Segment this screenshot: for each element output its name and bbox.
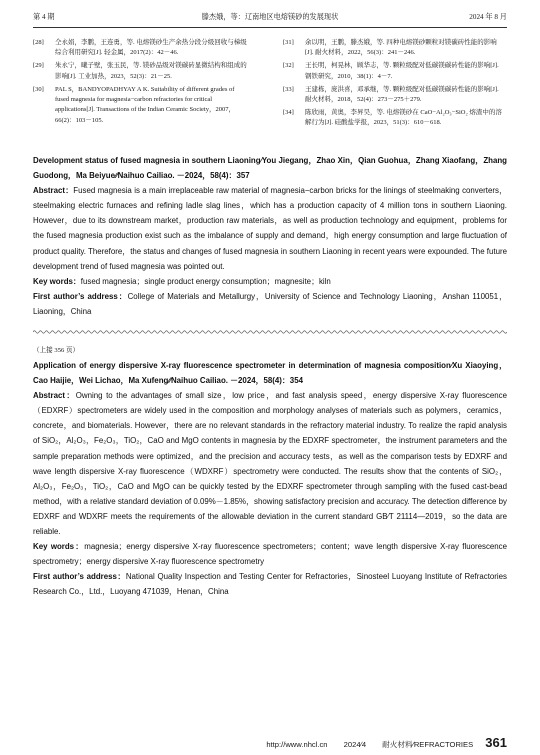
abstract-label: Abstract： [33, 186, 74, 196]
reference-number: [33] [283, 85, 294, 93]
reference-list-left [33, 38, 248, 129]
reference-number: [30] [33, 85, 44, 93]
reference-text: 余以明，王鹏，滕杰娥，等. 四种电熔镁砂颗粒对镁碳砖性能的影响[J]. 耐火材料，2022，56(3)：241－246. [305, 39, 497, 57]
reference-text: 王长明，柯晃林，顾华志，等. 颗粒级配对低碳镁碳砖性能的影响[J]. 钢铁研究，2010，38(1)：4－7. [305, 62, 499, 80]
reference-item [33, 85, 248, 127]
footer-journal: 耐火材料∕REFRACTORIES [382, 740, 474, 749]
keywords-label: Key words： [33, 542, 85, 552]
header-running-title: 滕杰娥，等：辽南地区电熔镁砂的发展现状 [201, 13, 339, 21]
address-label: First author’s address： [33, 291, 128, 301]
abstract-text: Fused magnesia is a main irreplaceable raw material of magnesia−carbon bricks for the linings of steelmaking converters，steelmaking electric furnaces and refining ladle slag lines，which has a production capacity of 4 million tons in southern Liaoning. However，due to its downstream market，production raw materials，as well as production technology and equipment，problems for the fused magnesia production exist such as the imbalance of supply and demand，high energy consumption and large fluctuation of product quality. Therefore，the status and changes of fused magnesia in southern Liaoning in recent years were expounded. The future development trend of fused magnesia was pointed out. [33, 186, 508, 271]
reference-text: 王建栋，庞洪喜，邓承继，等. 颗粒级配对低碳镁碳砖性能的影响[J]. 耐火材料，2018，52(4)：273－275＋279. [305, 85, 499, 104]
address-text: National Quality Inspection and Testing Center for Refractories，Sinosteel Luoyang Institute of Refractories Research Co.，Ltd.，Luoyang 471039，Henan，China [33, 572, 508, 597]
header-issue: 第 4 期 [33, 13, 55, 21]
author-address [33, 569, 507, 599]
address-text: College of Materials and Metallurgy，University of Science and Technology Liaoning，Anshan 110051，Liaoning，China [33, 291, 507, 316]
wavy-divider [33, 329, 507, 335]
reference-text: 朱永宁，曦子壁，张玉民，等. 镁砂品级对镁碳砖显微结构和组成的影响[J]. 工业加热，2023，52(3)：21－25. [55, 62, 247, 80]
reference-item [283, 61, 505, 82]
running-header [33, 12, 507, 26]
page-number: 361 [485, 735, 507, 750]
reference-number: [34] [283, 108, 294, 116]
author-address [33, 289, 507, 319]
header-rule [33, 27, 507, 28]
reference-item [283, 108, 505, 129]
english-abstract-1 [33, 153, 507, 319]
reference-item [283, 85, 505, 106]
reference-item [33, 38, 248, 59]
keywords-text: magnesia；energy dispersive X-ray fluorescence spectrometers；content；wave length dispersive X-ray fluorescence spectrometry；energy dispersive X-ray fluorescence spectrometry [33, 542, 508, 567]
reference-item [283, 38, 505, 59]
address-label: First author’s address： [33, 572, 126, 582]
english-abstract-2 [33, 344, 507, 600]
reference-number: [32] [283, 62, 294, 70]
reference-item [33, 61, 248, 82]
abstract-body [33, 183, 507, 274]
reference-text: PAL S，BANDYOPADHYAY A K. Suitability of different grades of fused magnesia for magnesia−carbon refractories for critical applications[J]. Transactions of the Indian Ceramic Society，2007，66(2)：103－105. [55, 85, 235, 124]
abstract-title: Application of energy dispersive X-ray fluorescence spectrometer in determination of magnesia composition∕Xu Xiaoying，Cao Haijie，Wei Lichao，Ma Xufeng∕∕Naihuo Cailiao. －2024，58(4)：354 [33, 361, 507, 386]
abstract-label: Abstract： [33, 391, 76, 401]
keywords-text: fused magnesia；single product energy consumption；magnesite；kiln [80, 276, 331, 286]
reference-text: 陈欣雨，黄奥，李昇昊，等. 电熔镁砂在 CaO−Al₂O₃−SiO₂ 熔渣中的溶解行为[J]. 硅酸盐学报，2023，51(3)：610－618. [305, 108, 502, 127]
reference-text: 仝永娟，李鹏，王连勇，等. 电熔镁砂生产余热分段分级回收与梯级综合利用研究[J]. 轻金属，2017(2)：42－46. [55, 39, 247, 57]
header-date: 2024 年 8 月 [469, 13, 507, 21]
reference-number: [31] [283, 39, 294, 46]
reference-list-right [283, 38, 505, 131]
page-footer [252, 735, 507, 750]
continued-note: （上接 356 页） [33, 347, 80, 354]
abstract-title: Development status of fused magnesia in southern Liaoning∕You Jiegang，Zhao Xin，Qian Guohua，Zhang Xiaofang，Zhang Guodong，Ma Beiyue∕∕Naihuo Cailiao. －2024，58(4)：357 [33, 156, 507, 181]
footer-url[interactable]: http://www.nhcl.cn [266, 740, 328, 749]
keywords-label: Key words： [33, 276, 81, 286]
footer-issue: 2024∕4 [343, 740, 367, 749]
reference-number: [28] [33, 39, 44, 46]
abstract-body [33, 388, 507, 539]
keywords [33, 274, 507, 289]
abstract-text: Owning to the advantages of small size，low price，and fast analysis speed，energy dispersive X-ray fluorescence（EDXRF）spectrometers are widely used in the composition and morphology analyses of materials such as polymers，ceramics，concrete，and biomaterials. However，there are no relevant standards in the refractory material industry. To realize the rapid analysis of SiO₂，Al₂O₃，Fe₂O₃，TiO₂，CaO and MgO contents in magnesia by the EDXRF spectrometer，the instrument parameters and the sample preparation methods were optimized，and the precision and accuracy tests，as well as the comparison tests by EDXRF and wave length dispersive X-ray fluorescence（WDXRF）spectrometry were conducted. The results show that the contents of SiO₂，Al₂O₃，Fe₂O₃，TiO₂，CaO and MgO can be quickly tested by the EDXRF spectrometer through sampling with the fused cast-bead method，with a relative standard deviation of 0.09%－1.85%，showing satisfactory precision and accuracy. The detection difference by EDXRF and WDXRF meets the requirements of the allowable deviation in the current standard GB∕T 21114—2019，so the data are reliable. [33, 391, 507, 537]
keywords [33, 539, 507, 569]
reference-number: [29] [33, 62, 44, 70]
